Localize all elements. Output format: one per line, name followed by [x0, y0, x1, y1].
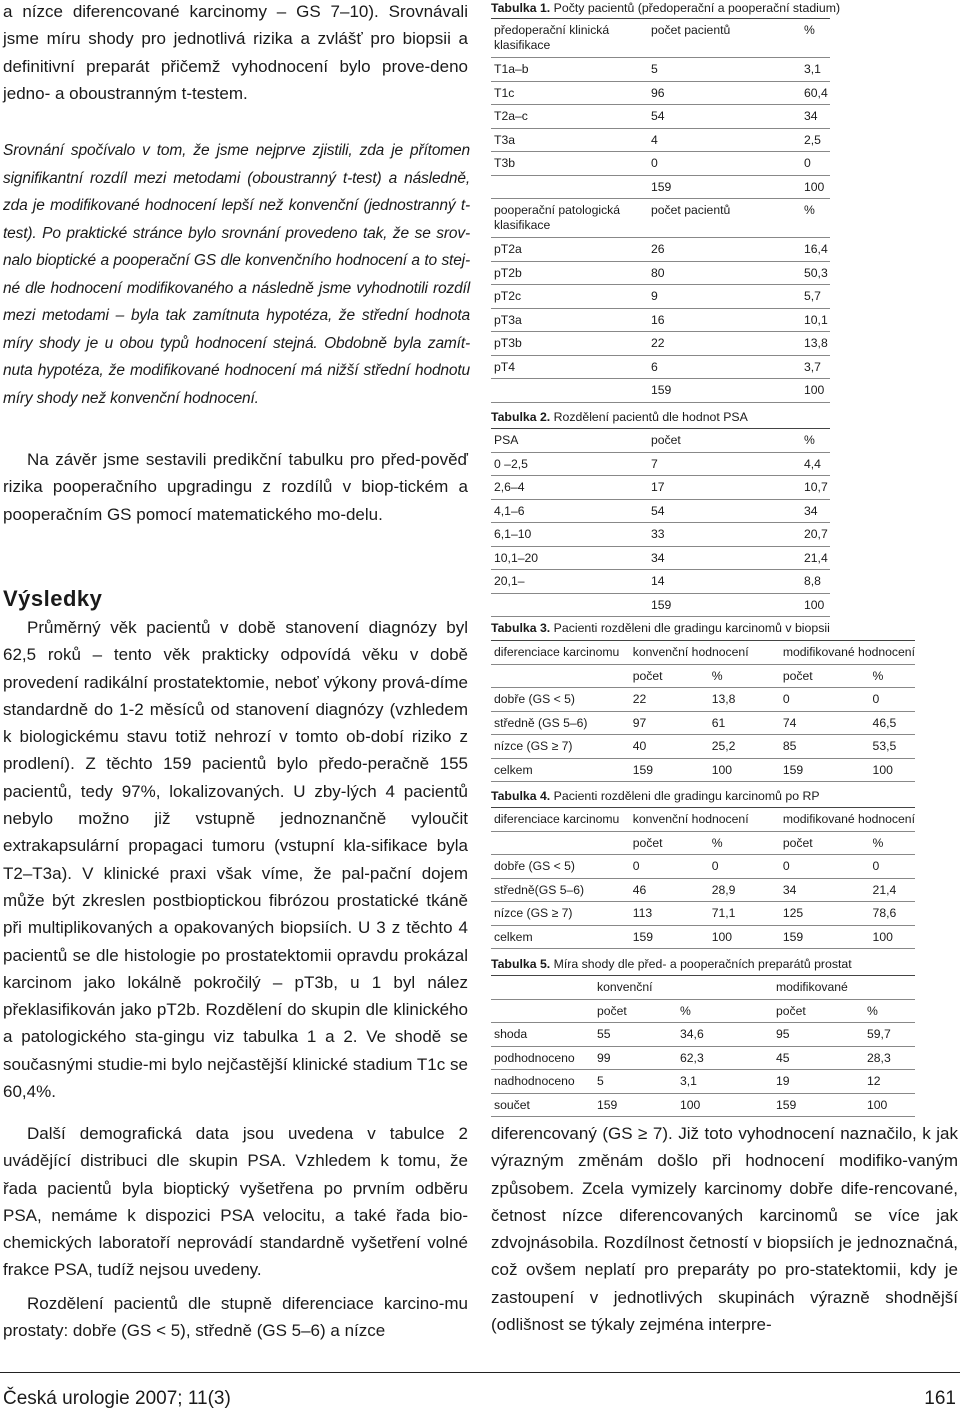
- table-row: počet % počet %: [491, 664, 915, 688]
- table-row: 0 –2,5 7 4,4: [491, 452, 830, 476]
- page-number: 161: [924, 1388, 956, 1409]
- table-row: 4,1–6 54 34: [491, 499, 830, 523]
- table-row: diferenciace karcinomu konvenční hodnocení modifikované hodnocení: [491, 808, 915, 832]
- table-row: pT2a 26 16,4: [491, 238, 830, 262]
- paragraph-prediction: Na závěr jsme sestavili predikční tabulku pro před-pověď rizika pooperačního upgradingu z rozdílů v biop-tickém a pooperačním GS pomocí matematického mo-delu.: [3, 450, 468, 524]
- table-3: [491, 640, 915, 782]
- table-row: dobře (GS < 5) 0 0 0 0: [491, 855, 915, 879]
- table-row: shoda 55 34,6 95 59,7: [491, 1023, 915, 1047]
- table-row: 159 100: [491, 175, 830, 199]
- table-row: nízce (GS ≥ 7) 113 71,1 125 78,6: [491, 902, 915, 926]
- table-row: PSA počet %: [491, 429, 830, 453]
- table-row: 20,1– 14 8,8: [491, 570, 830, 594]
- table-row: 2,6–4 17 10,7: [491, 476, 830, 500]
- table-row: 6,1–10 33 20,7: [491, 523, 830, 547]
- table-row: celkem 159 100 159 100: [491, 758, 915, 782]
- table-row: T1c 96 60,4: [491, 81, 830, 105]
- table-row: středně (GS 5–6) 97 61 74 46,5: [491, 711, 915, 735]
- table-row: pT2c 9 5,7: [491, 285, 830, 309]
- table-row: počet % počet %: [491, 999, 915, 1023]
- table-row: T2a–c 54 34: [491, 105, 830, 129]
- table-row: předoperační klinická klasifikace počet pacientů %: [491, 19, 830, 58]
- paragraph-results-3: Rozdělení pacientů dle stupně diferenciace karcino-mu prostaty: dobře (GS < 5), středně (GS 5–6) a nízce: [3, 1294, 468, 1341]
- table-row: dobře (GS < 5) 22 13,8 0 0: [491, 688, 915, 712]
- table-row: 159 100: [491, 379, 830, 403]
- table-row: nízce (GS ≥ 7) 40 25,2 85 53,5: [491, 735, 915, 759]
- paragraph-results-2: Další demografická data jsou uvedena v tabulce 2 uvádějící distribuci dle skupin PSA. Vzhledem k tomu, že řada pacientů byla bioptický vyšetřena po prvním odběru PSA, nemáme k dispozici PSA velocitu, a také řada bio-chemických laboratoří neprovádí standardně vyšetření volné frakce PSA, tudíž nejsou uvedeny.: [3, 1124, 468, 1280]
- table-row: 10,1–20 34 21,4: [491, 546, 830, 570]
- table-5: [491, 975, 915, 1117]
- table-row: součet 159 100 159 100: [491, 1093, 915, 1117]
- table-1-caption: Tabulka 1. Počty pacientů (předoperační a pooperační stadium): [491, 1, 841, 15]
- table-2: [491, 428, 830, 617]
- section-heading-results: Výsledky: [3, 586, 103, 611]
- paragraph-results-1: Průměrný věk pacientů v době stanovení diagnózy byl 62,5 roků – tento věk prakticky odpovídá věku v době provedení radikální prostatektomie, neboť výkony prová-díme standardně do 1-2 měsíců od stanovení diagnózy (vzhledem k biologickému stavu totiž nehrozí v tomto ob-dobí riziko z prodlení). Z těchto 159 pacientů bylo předo-peračně 155 pacientů, tedy 97%, lokalizovaných. U zby-lých 4 pacientů nebylo možno již vstupně jednoznančně vyloučit extrakapsulární propagaci tumoru (vstupní kla-sifikace byla T2–T3a). V klinické praxi však víme, že pal-pační dojem může být zkreslen postbioptickou fibrózou prostatické tkáně při multiplikovaných a opakovaných biopsiích. U 3 z těchto 4 pacientů se dle histologie po prostatektomii opravdu prokázal karcinom jako lokálně pokročilý – pT3b, u 1 byl nález překlasifikován jako pT2b. Rozdělení do skupin dle klinického a patologického sta-gingu viz tabulka 1 a 2. Ve shodě se současnými studie-mi bylo nejčastější klinické stadium T1c se 60,4%.: [3, 618, 468, 1102]
- paragraph-methods-end: a nízce diferencované karcinomy – GS 7–10). Srovnávali jsme míru shody pro jednotlivá rizika a zvlášť pro biopsii a definitivní preparát přičemž vyhodnocení bylo prove-deno jedno- a oboustranným t-testem.: [3, 2, 468, 103]
- table-row: pT4 6 3,7: [491, 355, 830, 379]
- table-1: [491, 18, 830, 403]
- table-row: 159 100: [491, 593, 830, 617]
- paragraph-statistics-italic: Srovnání spočívalo v tom, že jsme nejprve zjistili, zda je přítomen signifikantní rozdíl mezi metodami (oboustranný t-test) a následně, zda je modifikované hodnocení lepší než konvenční (jednostranný t-test). Po praktické stránce bylo srovnání provedeno tak, že se srov-nalo bioptické a pooperační GS dle konvenčního hodnocení a to stej-né dle hodnocení modifikovaného a následně jsme vyhodnotili rozdíl mezi metodami – byla tak zamítnuta hypotéza, že střední hodnota míry shody je u obou typů hodnocení stejná. Obdobně byla zamít-nuta hypotéza, že modifikované hodnocení má nižší střední hodnotu míry shody než konvenční hodnocení.: [3, 142, 470, 407]
- footer-rule: [0, 1372, 960, 1373]
- table-row: středně(GS 5–6) 46 28,9 34 21,4: [491, 878, 915, 902]
- table-row: pT3a 16 10,1: [491, 308, 830, 332]
- table-5-caption: Tabulka 5. Míra shody dle před- a pooperačních preparátů prostat: [491, 957, 852, 971]
- table-4-caption: Tabulka 4. Pacienti rozděleni dle gradingu karcinomů po RP: [491, 789, 820, 803]
- table-row: T3b 0 0: [491, 152, 830, 176]
- table-row: nadhodnoceno 5 3,1 19 12: [491, 1070, 915, 1094]
- table-row: pooperační patologická klasifikace počet pacientů %: [491, 199, 830, 238]
- table-3-caption: Tabulka 3. Pacienti rozděleni dle gradingu karcinomů v biopsii: [491, 621, 830, 635]
- table-row: pT3b 22 13,8: [491, 332, 830, 356]
- table-4: [491, 807, 915, 949]
- table-row: T3a 4 2,5: [491, 128, 830, 152]
- table-2-caption: Tabulka 2. Rozdělení pacientů dle hodnot PSA: [491, 410, 748, 424]
- table-row: konvenční modifikované: [491, 976, 915, 1000]
- paragraph-right-continuation: diferencovaný (GS ≥ 7). Již toto vyhodnocení naznačilo, k jak výrazným změnám došlo při hodnocení modifiko-vaným způsobem. Zcela vymizely karcinomy dobře dife-rencované, četnost nízce diferencovaných karcinomů se více jak zdvojnásobila. Rozdílnost četností v biopsiích je jednoznačná, což ovšem neplatí pro preparáty po pro-statektomii, kdy je zastoupení v jednotlivých skupinách výrazně shodnější (odlišnost se týkaly zejména interpre-: [491, 1124, 958, 1335]
- table-row: celkem 159 100 159 100: [491, 925, 915, 949]
- table-row: T1a–b 5 3,1: [491, 58, 830, 82]
- table-row: pT2b 80 50,3: [491, 261, 830, 285]
- journal-citation: Česká urologie 2007; 11(3): [3, 1388, 231, 1409]
- table-row: počet % počet %: [491, 831, 915, 855]
- table-row: podhodnoceno 99 62,3 45 28,3: [491, 1046, 915, 1070]
- table-row: diferenciace karcinomu konvenční hodnocení modifikované hodnocení: [491, 641, 915, 665]
